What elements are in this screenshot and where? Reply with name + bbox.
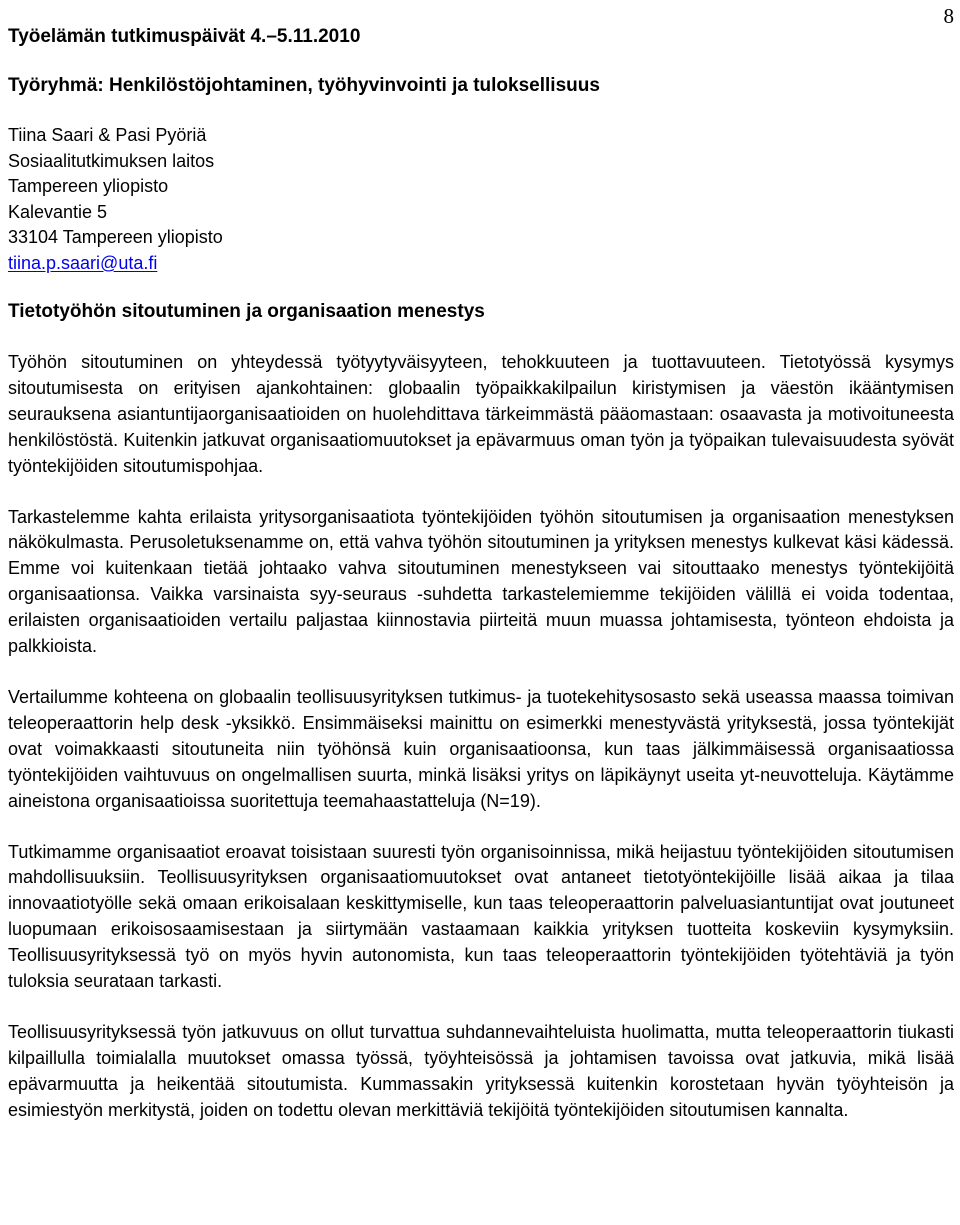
- page-number: 8: [943, 4, 954, 28]
- author-names: Tiina Saari & Pasi Pyöriä: [8, 125, 207, 145]
- author-department: Sosiaalitutkimuksen laitos: [8, 150, 215, 171]
- body-paragraph-2: Tarkastelemme kahta erilaista yritysorganisaatiota työntekijöiden työhön sitoutumisen ja organisaation menestyksen näkökulmasta. Perusoletuksenamme on, että vahva työhön sitoutuminen ja yrityksen menestys kulkevat käsi kädessä. Emme voi kuitenkaan tietää johtaako vahva sitoutuminen menestykseen vai sitouttaako menestys työntekijöitä organisaationsa. Vaikka varsinaista syy-seuraus -suhdetta tarkastelemiemme tekijöiden välillä ei voida todentaa, erilaisten organisaatioiden vertailu paljastaa kiinnostavia piirteitä muun muassa johtamisesta, työnteon ehdoista ja palkkioista.: [8, 506, 954, 657]
- workgroup-title: Työryhmä: Henkilöstöjohtaminen, työhyvinvointi ja tuloksellisuus: [8, 75, 600, 96]
- body-paragraph-1: Työhön sitoutuminen on yhteydessä työtyytyväisyyteen, tehokkuuteen ja tuottavuuteen. Tietotyössä kysymys sitoutumisesta on erityisen ajankohtainen: globaalin työpaikkakilpailun kiristymisen ja väestön ikääntymisen seurauksena asiantuntijaorganisaatioiden on huolehdittava tärkeimmästä pääomastaan: osaavasta ja motivoituneesta henkilöstöstä. Kuitenkin jatkuvat organisaatiomuutokset ja epävarmuus oman työn ja työpaikan tulevaisuudesta syövät työntekijöiden sitoutumispohjaa.: [8, 352, 954, 476]
- author-street: Kalevantie 5: [8, 201, 108, 222]
- article-title: Tietotyöhön sitoutuminen ja organisaation menestys: [8, 301, 485, 322]
- body-paragraph-3: Vertailumme kohteena on globaalin teollisuusyrityksen tutkimus- ja tuotekehitysosasto sekä useassa maassa toimivan teleoperaattorin help desk -yksikkö. Ensimmäiseksi mainittu on esimerkki menestyvästä yrityksestä, jossa työntekijät ovat voimakkaasti sitoutuneita niin työhönsä kuin organisaatioonsa, kun taas jälkimmäisessä organisaatiossa työntekijöiden vaihtuvuus on ongelmallisen suurta, minkä lisäksi yritys on läpikäynyt useita yt-neuvotteluja. Käytämme aineistona organisaatioissa suoritettuja teemahaastatteluja (N=19).: [8, 686, 954, 811]
- author-postal: 33104 Tampereen yliopisto: [8, 227, 223, 247]
- body-paragraph-4: Tutkimamme organisaatiot eroavat toisistaan suuresti työn organisoinnissa, mikä heijastuu työntekijöiden sitoutumisen mahdollisuuksiin. Teollisuusyrityksen organisaatiomuutokset ovat antaneet tietotyöntekijöille lisää aikaa ja tilaa innovaatiotyölle sekä omaan erikoisalaan keskittymiselle, kun taas teleoperaattorin palveluasiantuntijat ovat joutuneet luopumaan erikoisosaamisestaan ja siirtymään vastaamaan kaikkia yrityksen tuotteita koskeviin kysymyksiin. Teollisuusyrityksessä työ on myös hyvin autonomista, kun taas teleoperaattorin työntekijöiden työtehtäviä ja työn tuloksia seurataan tarkasti.: [8, 841, 954, 992]
- author-university: Tampereen yliopisto: [8, 176, 169, 196]
- author-block: [8, 123, 954, 276]
- document-content: [8, 25, 954, 1124]
- author-email-link[interactable]: tiina.p.saari@uta.fi: [8, 252, 158, 273]
- body-paragraph-5: Teollisuusyrityksessä työn jatkuvuus on ollut turvattua suhdannevaihteluista huolimatta, mutta teleoperaattorin tiukasti kilpaillulla toimialalla muutokset omassa työssä, työyhteisössä ja johtamisen tavoissa ovat jatkuvia, mikä lisää epävarmuutta ja heikentää sitoutumista. Kummassakin yrityksessä kuitenkin korostetaan hyvän työyhteisön ja esimiestyön merkitystä, joiden on todettu olevan merkittäviä tekijöitä työntekijöiden sitoutumisen kannalta.: [8, 1021, 954, 1120]
- conference-title: Työelämän tutkimuspäivät 4.–5.11.2010: [8, 26, 361, 47]
